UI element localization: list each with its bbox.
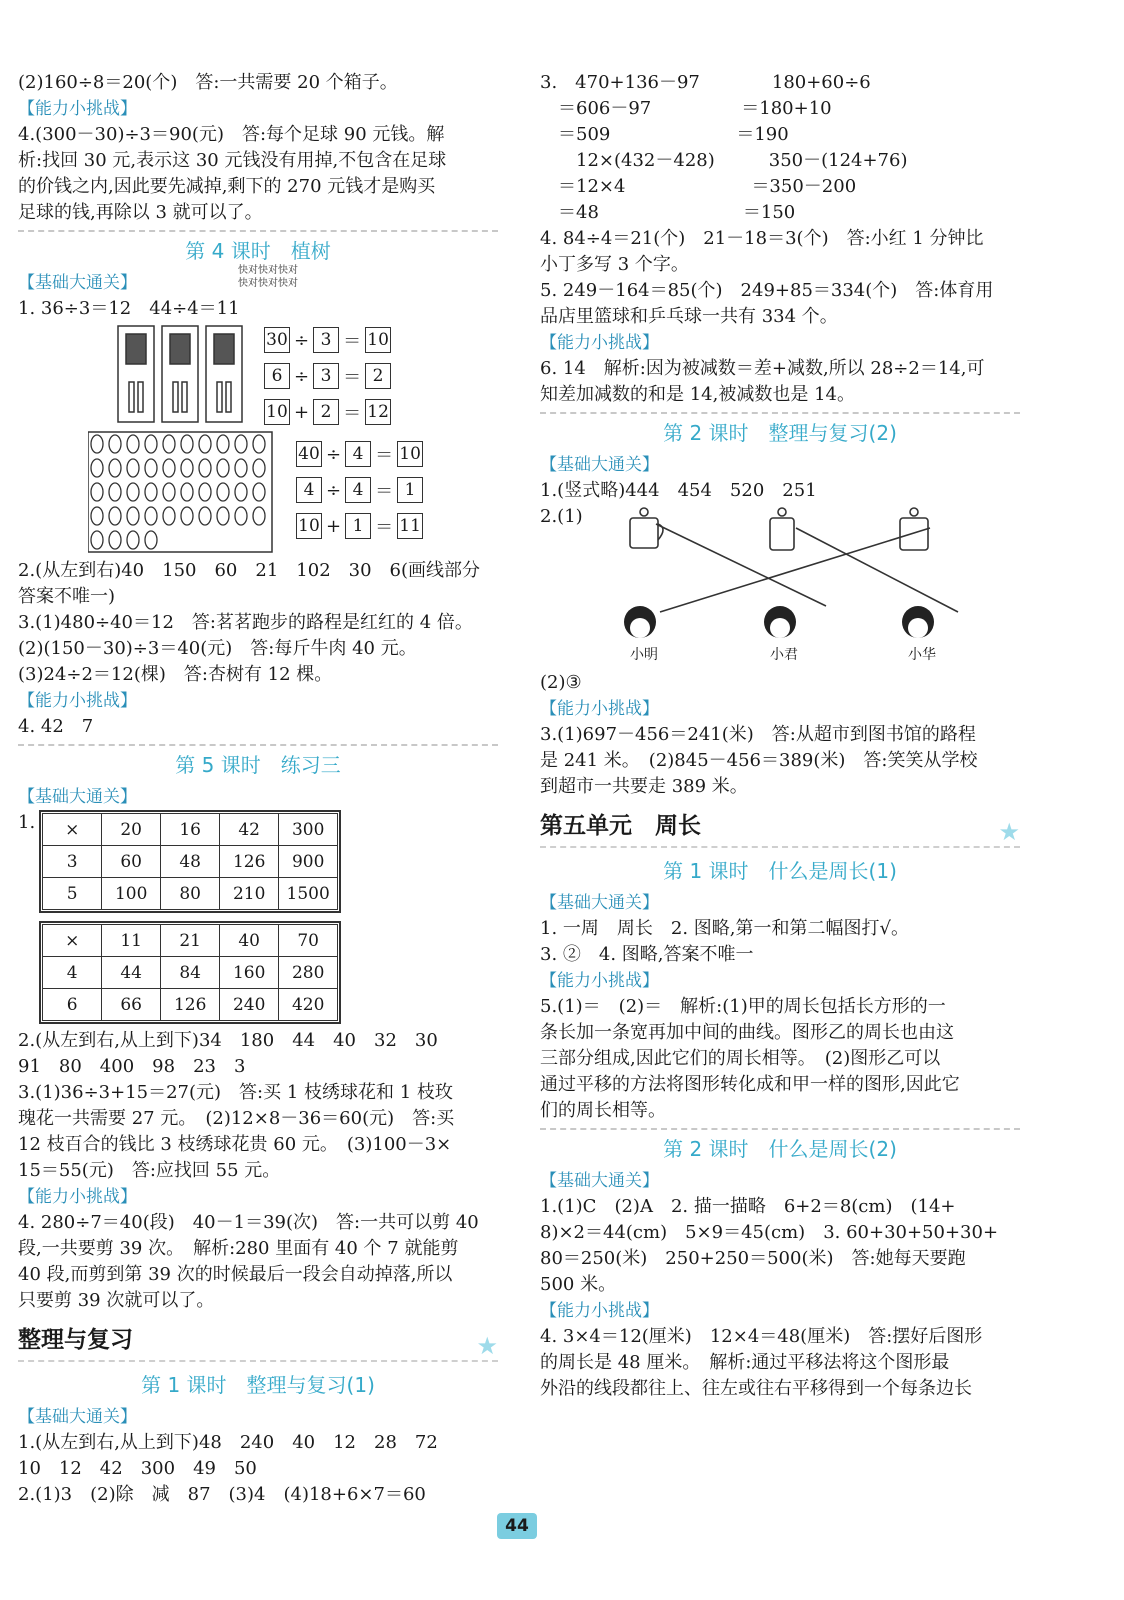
counter-oval [145, 435, 157, 453]
table-row [43, 814, 338, 846]
text-line: 40 段,而剪到第 39 次的时候最后一段会自动掉落,所以 [18, 1264, 453, 1285]
table-cell: 16 [161, 814, 220, 846]
table-cell: 126 [220, 846, 279, 878]
text-line: 5. 249－164＝85(个) 249+85＝334(个) 答:体育用 [540, 280, 994, 301]
text-line: (3)24÷2＝12(棵) 答:杏树有 12 棵。 [18, 664, 333, 685]
equation-operator: ÷ [326, 443, 342, 465]
kid-label: 小君 [770, 647, 798, 663]
counter-oval [109, 459, 121, 477]
text-line: ＝509 ＝190 [540, 124, 789, 145]
equation-operator: ＝ [375, 445, 394, 466]
equation-operator: + [294, 401, 310, 423]
table-cell: 280 [279, 957, 338, 989]
counter-oval [217, 483, 229, 501]
lesson-heading: 第 2 课时 整理与复习(2) [540, 412, 1020, 452]
text-line: 1.(1)C (2)A 2. 描一描略 6+2＝8(cm) (14+ [540, 1196, 956, 1217]
table-cell: 126 [161, 989, 220, 1021]
section-tag: 【基础大通关】 [18, 273, 137, 293]
equation-box: 3 [313, 363, 339, 389]
equation-box: 10 [296, 513, 322, 539]
equation-operator: ＝ [375, 517, 394, 538]
text-line: 10 12 42 300 49 50 [18, 1458, 257, 1479]
section-tag: 【基础大通关】 [18, 787, 137, 807]
cup-icon [630, 518, 658, 548]
table-cell: 210 [220, 878, 279, 910]
unit-heading: 第五单元 周长 ★ [540, 806, 1020, 848]
equation-box: 10 [365, 327, 391, 353]
lesson-heading: 第 2 课时 什么是周长(2) [540, 1128, 1020, 1168]
table-cell: 80 [161, 878, 220, 910]
text-line: 15＝55(元) 答:应找回 55 元。 [18, 1160, 281, 1181]
section-tag: 【能力小挑战】 [18, 1187, 137, 1207]
text-line: 3. 470+136－97 180+60÷6 [540, 72, 871, 93]
equation-box: 1 [345, 513, 371, 539]
equation-row [264, 358, 391, 394]
counter-oval [91, 435, 103, 453]
counter-oval [217, 459, 229, 477]
equation-box: 4 [296, 477, 322, 503]
table-cell: 84 [161, 957, 220, 989]
text-line: 1.(竖式略)444 454 520 251 [540, 480, 817, 501]
text-line: 1.(从左到右,从上到下)48 240 40 12 28 72 [18, 1432, 438, 1453]
text-line: (2)(150－30)÷3＝40(元) 答:每斤牛肉 40 元。 [18, 638, 417, 659]
counter-oval [253, 435, 265, 453]
counter-oval [217, 507, 229, 525]
text-line: 4.(300－30)÷3＝90(元) 答:每个足球 90 元钱。解 [18, 124, 445, 145]
section-tag: 【基础大通关】 [540, 455, 659, 475]
left-column [18, 70, 498, 1508]
table-cell: 20 [102, 814, 161, 846]
text-line: 5.(1)＝ (2)＝ 解析:(1)甲的周长包括长方形的一 [540, 996, 946, 1017]
equation-box: 2 [313, 399, 339, 425]
counter-oval [235, 435, 247, 453]
text-line: 的周长是 48 厘米。 解析:通过平移法将这个图形最 [540, 1352, 950, 1373]
table-cell: 44 [102, 957, 161, 989]
text-line: 瑰花一共需要 27 元。 (2)12×8－36＝60(元) 答:买 [18, 1108, 455, 1129]
text-line: 2.(从左到右)40 150 60 21 102 30 6(画线部分 [18, 560, 481, 581]
equation-box: 10 [397, 441, 423, 467]
section-tag: 【能力小挑战】 [540, 1301, 659, 1321]
equation-operator: ÷ [294, 329, 310, 351]
section-tag: 【能力小挑战】 [18, 99, 137, 119]
text-line: 3. ② 4. 图略,答案不唯一 [540, 944, 754, 965]
table-cell: 11 [102, 925, 161, 957]
equation-operator: ÷ [326, 479, 342, 501]
text-line: ＝48 ＝150 [540, 202, 796, 223]
text-line: 的价钱之内,因此要先减掉,剩下的 270 元钱才是购买 [18, 176, 436, 197]
table-cell: 1500 [279, 878, 338, 910]
text-line: 4. 280÷7＝40(段) 40－1＝39(次) 答:一共可以剪 40 [18, 1212, 479, 1233]
table-cell: × [43, 814, 102, 846]
table-cell: 66 [102, 989, 161, 1021]
mul-table-2 [39, 921, 341, 1024]
counter-oval [181, 483, 193, 501]
unit-heading: 整理与复习 ★ [18, 1320, 498, 1362]
equation-operator: + [326, 515, 342, 537]
section-tag: 【能力小挑战】 [540, 333, 659, 353]
counter-oval [235, 459, 247, 477]
text-line: 1. 一周 周长 2. 图略,第一和第二幅图打√。 [540, 918, 909, 939]
equation-row [264, 394, 391, 430]
counter-oval [199, 459, 211, 477]
text-line: 析:找回 30 元,表示这 30 元钱没有用掉,不包含在足球 [18, 150, 447, 171]
counter-oval [253, 507, 265, 525]
mul-table-1 [39, 810, 341, 913]
table-cell: 100 [102, 878, 161, 910]
text-line: 小丁多写 3 个字。 [540, 254, 689, 275]
equation-operator: ÷ [294, 365, 310, 387]
text-line: 品店里篮球和乒乓球一共有 334 个。 [540, 306, 838, 327]
text-line: 三部分组成,因此它们的周长相等。 (2)图形乙可以 [540, 1048, 941, 1069]
counter-oval [109, 507, 121, 525]
lesson-heading: 第 4 课时 植树 [18, 230, 498, 270]
handwriting-note: 快对快对快对 快对快对快对 [238, 265, 298, 289]
text-line: 通过平移的方法将图形转化成和甲一样的图形,因此它 [540, 1074, 960, 1095]
table-cell: 240 [220, 989, 279, 1021]
text-line: 12 枝百合的钱比 3 枝绣球花贵 60 元。 (3)100－3× [18, 1134, 452, 1155]
star-icon: ★ [998, 818, 1020, 846]
equation-row [296, 436, 423, 472]
equation-row [296, 508, 423, 544]
equation-box: 40 [296, 441, 322, 467]
text-line: 12×(432－428) 350－(124+76) [540, 150, 908, 171]
section-tag: 【基础大通关】 [540, 893, 659, 913]
table-row [43, 878, 338, 910]
counter-oval [253, 483, 265, 501]
table-cell: 5 [43, 878, 102, 910]
counter-oval [199, 483, 211, 501]
text-line: 只要剪 39 次就可以了。 [18, 1290, 215, 1311]
counter-oval [145, 459, 157, 477]
equation-box: 10 [264, 399, 290, 425]
text-line: 到超市一共要走 389 米。 [540, 776, 748, 797]
text-line: 6. 14 解析:因为被减数＝差+减数,所以 28÷2＝14,可 [540, 358, 985, 379]
kid-label: 小明 [630, 647, 658, 663]
equation-row [296, 472, 423, 508]
equation-boxes-b [296, 436, 423, 544]
text-line: 2.(1)3 (2)除 减 87 (3)4 (4)18+6×7＝60 [18, 1484, 426, 1505]
kid-label: 小华 [908, 647, 936, 663]
text-line: ＝606－97 ＝180+10 [540, 98, 832, 119]
star-icon: ★ [476, 1332, 498, 1360]
section-tag: 【能力小挑战】 [540, 971, 659, 991]
counter-oval [181, 507, 193, 525]
cup-icon [900, 518, 928, 550]
counter-oval [145, 531, 157, 549]
equation-box: 1 [397, 477, 423, 503]
multiplication-tables [18, 810, 498, 1028]
equation-box: 3 [313, 327, 339, 353]
lesson-heading: 第 1 课时 整理与复习(1) [141, 1373, 375, 1397]
table-row [43, 925, 338, 957]
counter-oval [235, 507, 247, 525]
page-number: 44 [497, 1513, 537, 1539]
text-line: 80＝250(米) 250+250＝500(米) 答:她每天要跑 [540, 1248, 966, 1269]
table-cell: 48 [161, 846, 220, 878]
counter-oval [127, 507, 139, 525]
section-tag: 【基础大通关】 [540, 1171, 659, 1191]
table-cell: 4 [43, 957, 102, 989]
counter-oval [91, 507, 103, 525]
counter-oval [163, 459, 175, 477]
equation-box: 12 [365, 399, 391, 425]
text-line: 知差加减数的和是 14,被减数也是 14。 [540, 384, 855, 405]
text-line: 足球的钱,再除以 3 就可以了。 [18, 202, 263, 223]
text-line: 外沿的线段都往上、往左或往右平移得到一个每条边长 [540, 1378, 972, 1399]
cups-lines-picture [600, 504, 1020, 670]
table-cell: 3 [43, 846, 102, 878]
text-line: 3.(1)36÷3+15＝27(元) 答:买 1 枝绣球花和 1 枝玫 [18, 1082, 453, 1103]
text-line: 们的周长相等。 [540, 1100, 666, 1121]
equation-operator: ＝ [343, 331, 362, 352]
table-cell: 21 [161, 925, 220, 957]
text-line: 2.(1) [540, 506, 583, 527]
counting-figure [18, 322, 498, 558]
table-cell: × [43, 925, 102, 957]
text-line: 8)×2＝44(cm) 5×9＝45(cm) 3. 60+30+50+30+ [540, 1222, 999, 1243]
counter-oval [235, 483, 247, 501]
equation-operator: ＝ [343, 367, 362, 388]
text-line: (2)160÷8＝20(个) 答:一共需要 20 个箱子。 [18, 72, 398, 93]
counter-oval [145, 483, 157, 501]
table-cell: 60 [102, 846, 161, 878]
text-line: 1. [18, 812, 36, 833]
text-line: 答案不唯一) [18, 586, 116, 607]
counter-oval [253, 459, 265, 477]
lesson-heading: 第 5 课时 练习三 [18, 744, 498, 784]
right-column [540, 70, 1020, 1402]
text-line: 1. 36÷3＝12 44÷4＝11 [18, 298, 240, 319]
table-cell: 40 [220, 925, 279, 957]
counter-oval [91, 459, 103, 477]
section-tag: 【能力小挑战】 [18, 691, 137, 711]
cup-icon [770, 518, 794, 550]
equation-box: 4 [345, 441, 371, 467]
equation-box: 4 [345, 477, 371, 503]
lesson-heading: 第 1 课时 什么是周长(1) [663, 859, 897, 883]
table-cell: 42 [220, 814, 279, 846]
section-tag: 【基础大通关】 [18, 1407, 137, 1427]
text-line: 段,一共要剪 39 次。 解析:280 里面有 40 个 7 就能剪 [18, 1238, 459, 1259]
table-row [43, 989, 338, 1021]
table-row [43, 957, 338, 989]
text-line: 条长加一条宽再加中间的曲线。图形乙的周长也由这 [540, 1022, 954, 1043]
table-cell: 160 [220, 957, 279, 989]
text-line: 3.(1)697－456＝241(米) 答:从超市到图书馆的路程 [540, 724, 976, 745]
counter-oval [199, 507, 211, 525]
equation-box: 30 [264, 327, 290, 353]
equation-box: 2 [365, 363, 391, 389]
text-line: 4. 42 7 [18, 716, 94, 737]
table-cell: 900 [279, 846, 338, 878]
matching-figure [540, 504, 1020, 670]
table-cell: 70 [279, 925, 338, 957]
text-line: (2)③ [540, 672, 582, 693]
text-line: 3.(1)480÷40＝12 答:茗茗跑步的路程是红红的 4 倍。 [18, 612, 473, 633]
equation-operator: ＝ [343, 403, 362, 424]
equation-operator: ＝ [375, 481, 394, 502]
counter-oval [109, 531, 121, 549]
counter-oval [109, 435, 121, 453]
counter-oval [145, 507, 157, 525]
counter-oval [91, 483, 103, 501]
counter-oval [199, 435, 211, 453]
text-line: 2.(从左到右,从上到下)34 180 44 40 32 30 [18, 1030, 438, 1051]
counter-oval [181, 435, 193, 453]
text-line: 4. 3×4＝12(厘米) 12×4＝48(厘米) 答:摆好后图形 [540, 1326, 983, 1347]
table-cell: 6 [43, 989, 102, 1021]
equation-boxes-a [264, 322, 391, 430]
counter-oval [163, 435, 175, 453]
counter-oval [181, 459, 193, 477]
table-cell: 300 [279, 814, 338, 846]
equation-box: 6 [264, 363, 290, 389]
text-line: 是 241 米。 (2)845－456＝389(米) 答:笑笑从学校 [540, 750, 978, 771]
counter-oval [163, 483, 175, 501]
text-line: 4. 84÷4＝21(个) 21－18＝3(个) 答:小红 1 分钟比 [540, 228, 984, 249]
counter-oval [127, 531, 139, 549]
equation-box: 11 [397, 513, 423, 539]
section-tag: 【能力小挑战】 [540, 699, 659, 719]
counter-oval [163, 507, 175, 525]
text-line: 91 80 400 98 23 3 [18, 1056, 246, 1077]
table-cell: 420 [279, 989, 338, 1021]
table-row [43, 846, 338, 878]
text-line: ＝12×4 ＝350－200 [540, 176, 857, 197]
counter-oval [127, 483, 139, 501]
counter-oval [127, 459, 139, 477]
counter-oval [127, 435, 139, 453]
text-line: 500 米。 [540, 1274, 617, 1295]
counter-oval [217, 435, 229, 453]
equation-row [264, 322, 391, 358]
counter-oval [91, 531, 103, 549]
counter-oval [109, 483, 121, 501]
